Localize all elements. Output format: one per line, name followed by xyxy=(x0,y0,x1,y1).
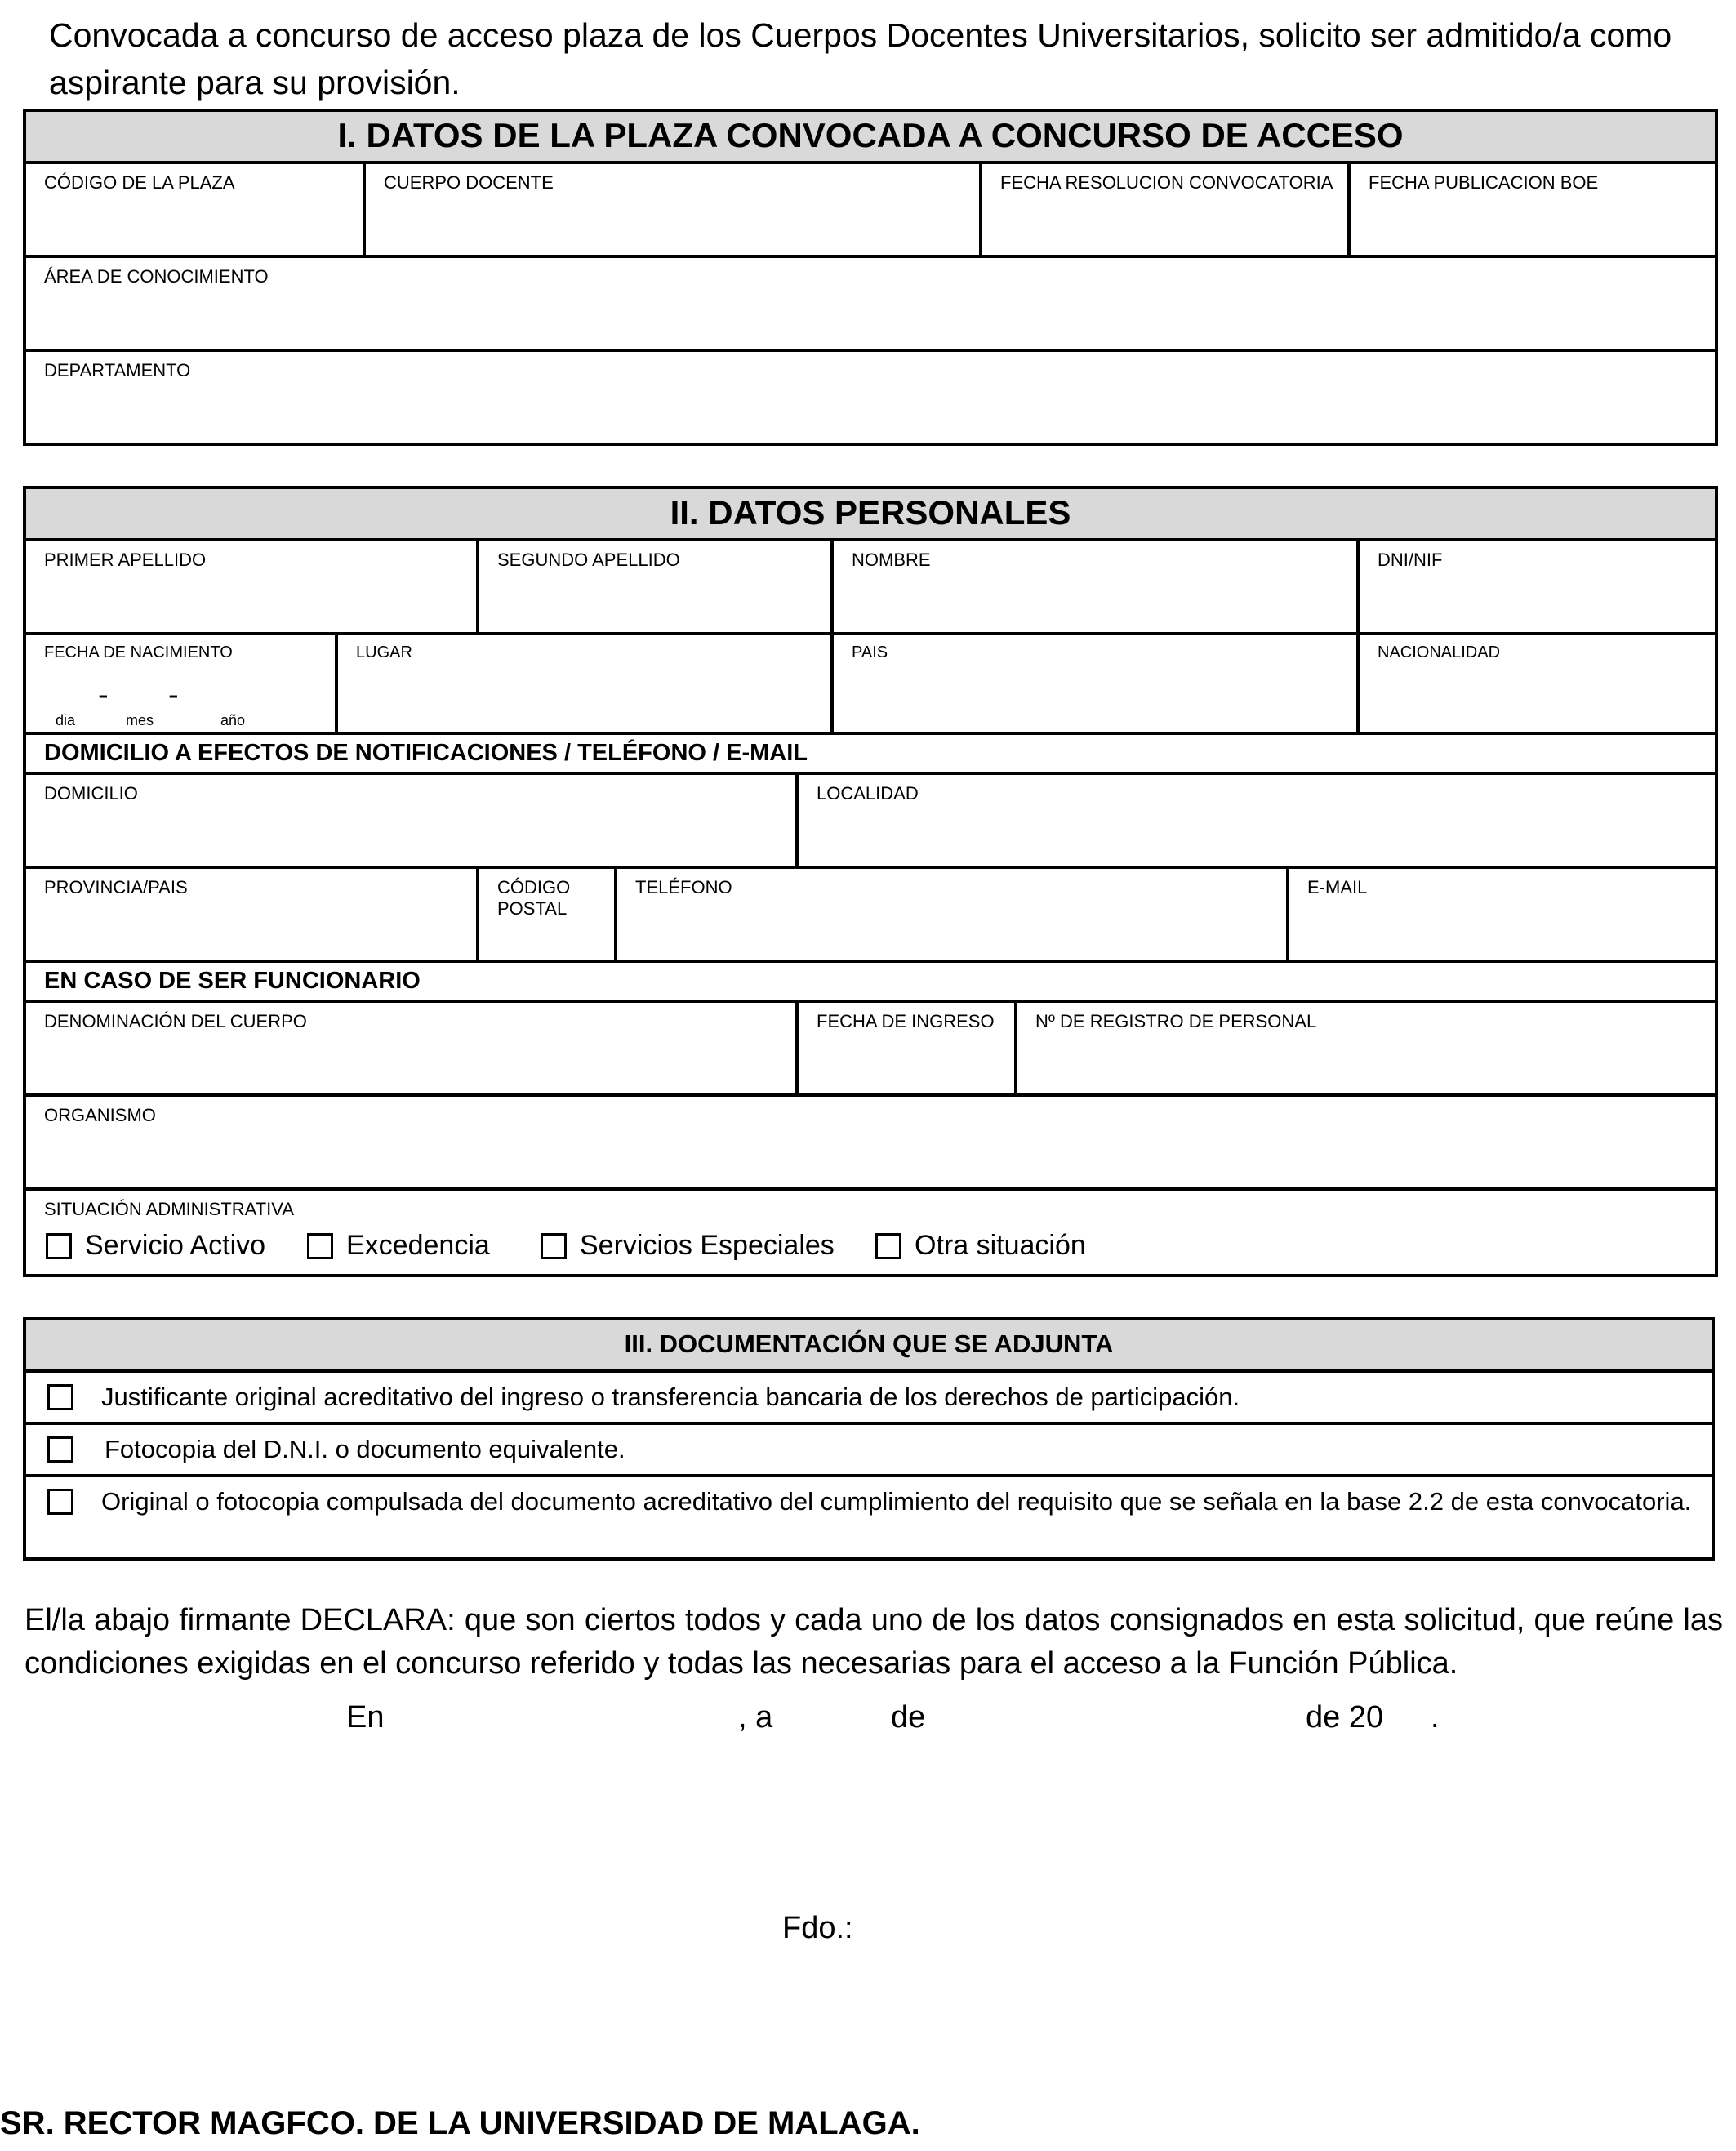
primer-apellido-field[interactable] xyxy=(24,540,478,634)
pais-label: PAIS xyxy=(852,644,888,661)
signature-label: Fdo.: xyxy=(782,1911,853,1945)
domicilio-header: DOMICILIO A EFECTOS DE NOTIFICACIONES / TELÉFONO / E-MAIL xyxy=(24,733,1716,773)
situacion-field xyxy=(24,1189,1716,1276)
fecha-ingreso-field[interactable] xyxy=(797,1001,1016,1095)
servicio-activo-label: Servicio Activo xyxy=(85,1230,266,1261)
personal-section xyxy=(23,486,1718,1277)
doc-2-label: Fotocopia del D.N.I. o documento equivalente. xyxy=(105,1435,625,1463)
codigo-plaza-label: CÓDIGO DE LA PLAZA xyxy=(44,172,235,193)
servicios-especiales-label: Servicios Especiales xyxy=(580,1230,835,1261)
doc-item-2 xyxy=(24,1423,1713,1476)
documentacion-section xyxy=(23,1317,1715,1561)
funcionario-header: EN CASO DE SER FUNCIONARIO xyxy=(24,961,1716,1001)
primer-apellido-label: PRIMER APELLIDO xyxy=(44,550,207,570)
telefono-field[interactable] xyxy=(616,867,1288,961)
registro-field[interactable] xyxy=(1016,1001,1716,1095)
domicilio-label: DOMICILIO xyxy=(44,783,138,804)
provincia-field[interactable] xyxy=(24,867,478,961)
fecha-nacimiento-label: FECHA DE NACIMIENTO xyxy=(44,644,233,661)
doc-2-checkbox[interactable] xyxy=(47,1436,73,1463)
area-field[interactable] xyxy=(24,256,1716,350)
doc-1-checkbox[interactable] xyxy=(47,1384,73,1410)
provincia-label: PROVINCIA/PAIS xyxy=(44,877,188,897)
email-label: E-MAIL xyxy=(1307,877,1368,897)
doc-1-label: Justificante original acreditativo del ingreso o transferencia bancaria de los derechos de participación. xyxy=(101,1383,1240,1411)
fecha-ingreso-label: FECHA DE INGRESO xyxy=(817,1011,995,1031)
section1-title: I. DATOS DE LA PLAZA CONVOCADA A CONCURSO DE ACCESO xyxy=(24,110,1716,163)
intro-paragraph: Convocada a concurso de acceso plaza de los Cuerpos Docentes Universitarios, solicito ser admitido/a como aspirante para su provisión. xyxy=(49,16,1672,101)
email-field[interactable] xyxy=(1288,867,1716,961)
doc-3-label: Original o fotocopia compulsada del documento acreditativo del cumplimiento del requisito que se señala en la base 2.2 de esta convocatoria. xyxy=(101,1487,1692,1516)
localidad-label: LOCALIDAD xyxy=(817,783,919,804)
date-de: de xyxy=(891,1700,926,1735)
date-de-20: de 20 xyxy=(1306,1700,1384,1735)
otra-situacion-label: Otra situación xyxy=(915,1230,1086,1261)
plaza-section xyxy=(23,109,1718,446)
footer-recipient: SR. RECTOR MAGFCO. DE LA UNIVERSIDAD DE MALAGA. xyxy=(0,2105,920,2141)
excedencia-checkbox[interactable] xyxy=(307,1233,333,1259)
dia-label: dia xyxy=(56,712,76,728)
localidad-field[interactable] xyxy=(797,773,1716,867)
nacionalidad-field[interactable] xyxy=(1358,634,1716,733)
denominacion-label: DENOMINACIÓN DEL CUERPO xyxy=(44,1011,307,1031)
nacionalidad-label: NACIONALIDAD xyxy=(1378,644,1501,661)
servicios-especiales-checkbox[interactable] xyxy=(541,1233,567,1259)
fecha-nacimiento-field[interactable] xyxy=(24,634,336,733)
cuerpo-docente-field[interactable] xyxy=(364,163,981,256)
option-servicios-especiales[interactable] xyxy=(541,1230,875,1262)
date-a: , a xyxy=(738,1700,773,1735)
registro-label: Nº DE REGISTRO DE PERSONAL xyxy=(1035,1011,1317,1031)
nombre-field[interactable] xyxy=(832,540,1358,634)
departamento-field[interactable] xyxy=(24,350,1716,444)
codigo-plaza-field[interactable] xyxy=(24,163,364,256)
situacion-label: SITUACIÓN ADMINISTRATIVA xyxy=(44,1199,294,1219)
segundo-apellido-label: SEGUNDO APELLIDO xyxy=(497,550,680,570)
domicilio-field[interactable] xyxy=(24,773,797,867)
mes-label: mes xyxy=(126,712,154,728)
pais-field[interactable] xyxy=(832,634,1358,733)
fecha-resolucion-field[interactable] xyxy=(981,163,1349,256)
date-en: En xyxy=(346,1700,385,1735)
date-dash-1: - xyxy=(98,678,109,712)
lugar-field[interactable] xyxy=(336,634,832,733)
area-label: ÁREA DE CONOCIMIENTO xyxy=(44,266,269,287)
organismo-field[interactable] xyxy=(24,1095,1716,1189)
doc-3-checkbox[interactable] xyxy=(47,1489,73,1515)
lugar-label: LUGAR xyxy=(356,644,412,661)
declaration-text: El/la abajo firmante DECLARA: que son ciertos todos y cada uno de los datos consignados en esta solicitud, que reúne las condiciones exigidas en el concurso referido y todas las necesarias para el acceso a la Función Pública. xyxy=(24,1603,1723,1681)
option-servicio-activo[interactable] xyxy=(46,1230,307,1262)
segundo-apellido-field[interactable] xyxy=(478,540,832,634)
option-excedencia[interactable] xyxy=(307,1230,541,1262)
nombre-label: NOMBRE xyxy=(852,550,931,570)
fecha-publicacion-label: FECHA PUBLICACION BOE xyxy=(1369,172,1599,193)
dni-field[interactable] xyxy=(1358,540,1716,634)
departamento-label: DEPARTAMENTO xyxy=(44,360,191,381)
section3-title: III. DOCUMENTACIÓN QUE SE ADJUNTA xyxy=(24,1319,1713,1371)
dni-label: DNI/NIF xyxy=(1378,550,1443,570)
fecha-resolucion-label: FECHA RESOLUCION CONVOCATORIA xyxy=(1000,172,1333,193)
date-dash-2: - xyxy=(168,678,179,712)
excedencia-label: Excedencia xyxy=(346,1230,490,1261)
date-dot: . xyxy=(1431,1700,1440,1735)
cuerpo-docente-label: CUERPO DOCENTE xyxy=(384,172,554,193)
telefono-label: TELÉFONO xyxy=(635,877,732,897)
anio-label: año xyxy=(220,712,246,728)
codigo-postal-field[interactable] xyxy=(478,867,616,961)
denominacion-field[interactable] xyxy=(24,1001,797,1095)
otra-situacion-checkbox[interactable] xyxy=(875,1233,901,1259)
fecha-publicacion-field[interactable] xyxy=(1349,163,1716,256)
servicio-activo-checkbox[interactable] xyxy=(46,1233,72,1259)
codigo-postal-label: CÓDIGO POSTAL xyxy=(497,877,571,919)
section2-title: II. DATOS PERSONALES xyxy=(24,488,1716,540)
organismo-label: ORGANISMO xyxy=(44,1105,156,1125)
option-otra-situacion[interactable] xyxy=(875,1230,1086,1262)
doc-item-1 xyxy=(24,1371,1713,1423)
doc-item-3 xyxy=(24,1476,1713,1559)
